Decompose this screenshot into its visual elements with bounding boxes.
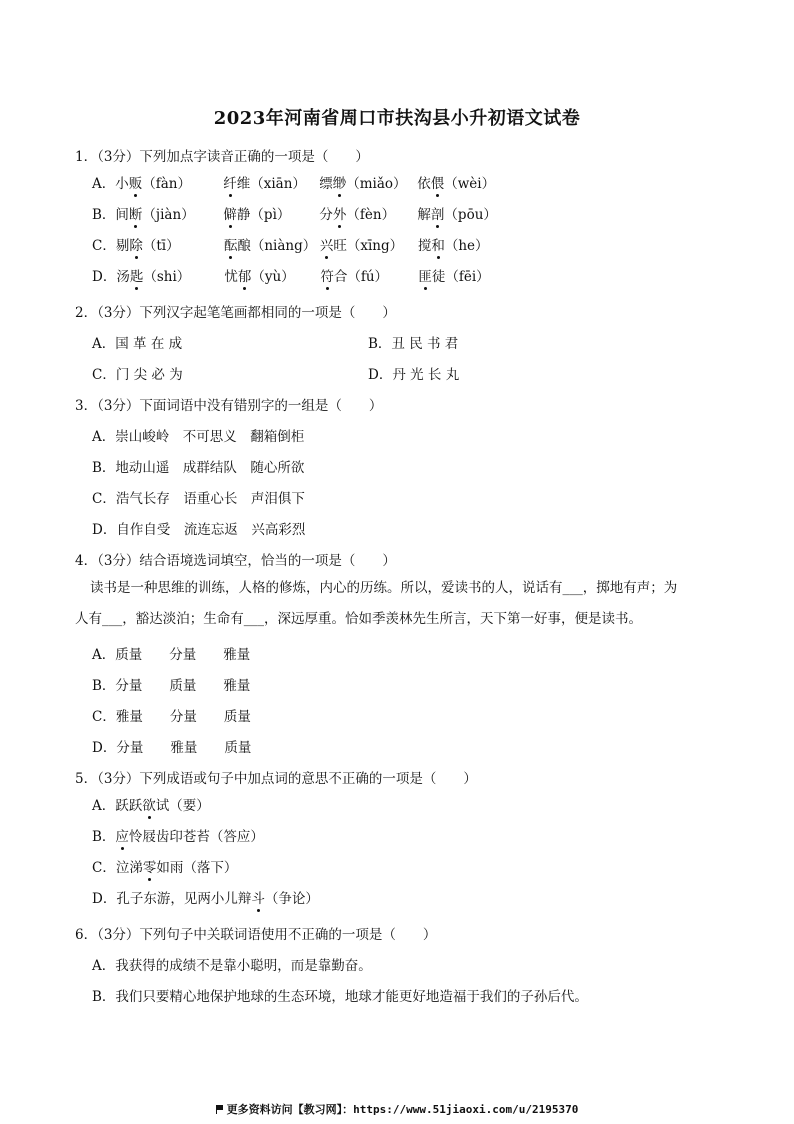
question-5-option-b [92,825,264,845]
option-text: （jiàn） [142,207,195,223]
question-1-option-b [92,203,515,223]
question-6-option-b: B．我们只要精心地保护地球的生态环境，地球才能更好地造福于我们的子孙后代。 [92,989,588,1005]
question-4-passage [75,573,725,635]
question-1-option-a [92,172,513,192]
page-title: 2023年河南省周口市扶沟县小升初语文试卷 [213,108,581,129]
option-text: （pōu） [444,207,497,223]
option-text: 解 [417,207,431,223]
question-1-option-d [92,265,508,285]
option-text: （wèi） [444,176,496,192]
flag-icon [216,1105,223,1113]
option-text: 小 [115,176,129,192]
question-2-option-c: C．门 尖 必 为 [92,367,183,383]
dotted-char: 兴 [320,234,334,254]
dotted-char: 零 [143,856,157,876]
passage-line: 人有___，豁达淡泊；生命有___，深远厚重。恰如季羡林先生所言，天下第一好事，便是读书。 [75,611,642,627]
footer-text[interactable]: 更多资料访问【教习网】：https://www.51jiaoxi.com/u/2195370 [226,1103,579,1116]
option-text: 分 [319,207,333,223]
question-2-option-a: A．国 革 在 成 [92,336,183,352]
option-text: 怜屐齿印苍苔（答应） [128,829,264,845]
dotted-char: 纤 [223,172,237,192]
question-1-option-c [92,234,507,254]
question-3-option-b: B．地动山遥 成群结队 随心所欲 [92,460,305,476]
option-label: A． [92,176,116,192]
question-6-option-a: A．我获得的成绩不是靠小聪明，而是靠勤奋。 [92,958,372,974]
question-4-option-a: A．质量 分量 雅量 [92,647,251,663]
option-text: 搅 [417,238,432,254]
question-5-option-d [92,887,319,907]
dotted-char: 僻 [223,203,237,223]
option-text: （yù） [251,269,295,285]
option-text: 酿（niàng） [237,238,317,254]
question-1-stem: 1．（3分）下列加点字读音正确的一项是（ ） [75,149,369,165]
option-text: 汤 [116,269,130,285]
option-text: 剔 [115,238,130,254]
dotted-char: 剖 [431,203,445,223]
option-text: B． [92,829,116,845]
question-4-stem: 4．（3分）结合语境选词填空，恰当的一项是（ ） [75,553,396,569]
question-3-option-d: D．自作自受 流连忘返 兴高彩烈 [92,522,306,538]
dotted-char: 外 [333,203,347,223]
dotted-char: 匪 [418,265,432,285]
dotted-char: 郁 [238,265,252,285]
question-5-option-c [92,856,237,876]
question-6-stem: 6．（3分）下列句子中关联词语使用不正确的一项是（ ） [75,927,437,943]
option-text: 维（xiān） [236,176,306,192]
option-label: D． [92,269,117,285]
question-2-option-b: B．丑 民 书 君 [368,336,459,352]
option-text: 静（pì） [236,207,291,223]
question-4-option-b: B．分量 质量 雅量 [92,678,251,694]
dotted-char: 斗 [251,887,265,907]
option-text: （he） [444,238,489,254]
option-text: 徒（fēi） [431,269,490,285]
question-4-option-c: C．雅量 分量 质量 [92,709,251,725]
dotted-char: 偎 [431,172,445,192]
dotted-char: 断 [129,203,143,223]
option-text: 忧 [224,269,238,285]
question-2-stem: 2．（3分）下列汉字起笔笔画都相同的一项是（ ） [75,305,396,321]
dotted-char: 符 [320,265,334,285]
question-2-option-d: D．丹 光 长 丸 [368,367,460,383]
question-5-option-a [92,794,210,814]
option-text: 间 [115,207,129,223]
dotted-char: 贩 [129,172,143,192]
passage-line: 读书是一种思维的训练，人格的修炼，内心的历练。所以，爱读书的人，说话有___，掷地有声；为 [90,580,678,596]
question-5-stem: 5．（3分）下列成语或句子中加点词的意思不正确的一项是（ ） [75,771,477,787]
option-text: （fèn） [346,207,396,223]
option-text: 合（fú） [333,269,389,285]
option-text: （miǎo） [346,176,407,192]
dotted-char: 匙 [130,265,144,285]
option-text: 旺（xīng） [333,238,404,254]
option-text: A．跃跃 [92,798,143,814]
dotted-char: 缈 [333,172,347,192]
option-text: 依 [417,176,431,192]
footer-link[interactable] [0,1101,794,1117]
dotted-char: 和 [431,234,445,254]
question-4-option-d: D．分量 雅量 质量 [92,740,252,756]
option-label: B． [92,207,116,223]
option-text: D．孔子东游，见两小儿辩 [92,891,252,907]
option-text: （shi） [143,269,191,285]
dotted-char: 除 [129,234,143,254]
option-text: （tī） [142,238,180,254]
option-text: 试（要） [155,798,210,814]
option-text: 缥 [319,176,333,192]
question-3-option-c: C．浩气长存 语重心长 声泪俱下 [92,491,305,507]
option-text: C．泣涕 [92,860,143,876]
option-text: （争论） [264,891,319,907]
question-3-option-a: A．崇山峻岭 不可思义 翻箱倒柜 [92,429,305,445]
option-text: 如雨（落下） [156,860,238,876]
question-3-stem: 3．（3分）下面词语中没有错别字的一组是（ ） [75,398,383,414]
dotted-char: 应 [115,825,129,845]
dotted-char: 欲 [142,794,156,814]
dotted-char: 酝 [224,234,238,254]
option-text: （fàn） [142,176,191,192]
option-label: C． [92,238,116,254]
